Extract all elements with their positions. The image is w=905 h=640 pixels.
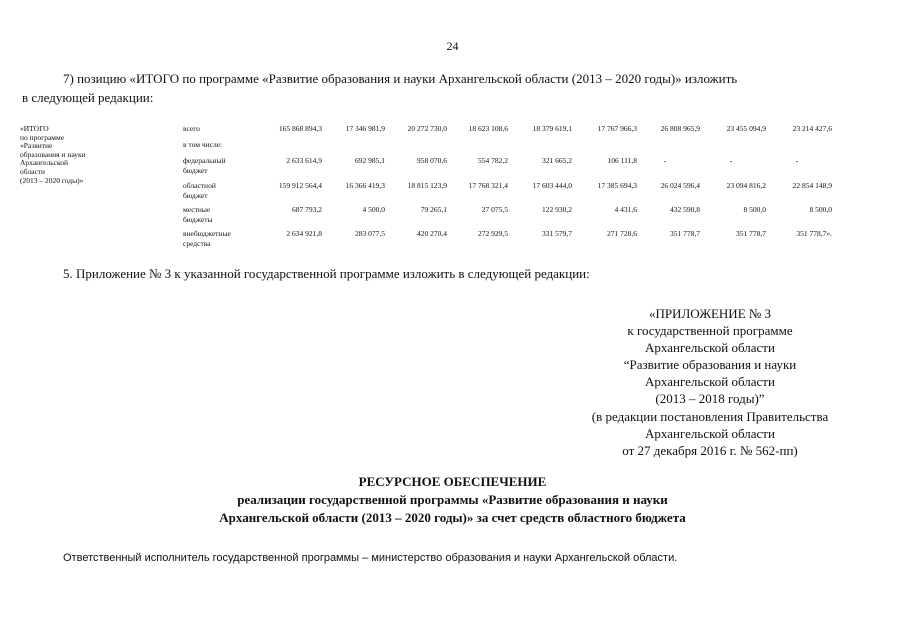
table-cell-value: 2 633 614,9 [286,156,322,165]
table-program-label-line: области [20,167,46,176]
table-cell-value: 283 077,5 [355,229,385,238]
appendix-line: к государственной программе [627,323,793,339]
section-title-line-2: реализации государственной программы «Развитие образования и науки [237,492,668,507]
table-cell-value: 16 366 419,3 [345,181,385,190]
table-cell-value: 420 270,4 [417,229,447,238]
table-row-label: местные [183,205,211,214]
table-cell-value: 159 912 564,4 [278,181,322,190]
table-cell-value: 26 024 596,4 [660,181,700,190]
table-cell-value: 351 778,7». [796,229,832,238]
table-cell-value: 432 590,8 [670,205,700,214]
table-cell-value: 17 603 444,0 [532,181,572,190]
table-cell-value: 79 265,1 [420,205,447,214]
table-program-label-line: образования и науки [20,149,86,159]
table-cell-value: 18 623 108,6 [468,124,508,133]
appendix-line: «ПРИЛОЖЕНИЕ № 3 [648,306,772,321]
table-cell-value: 20 272 730,0 [407,124,447,133]
table-cell-value: 692 985,1 [355,156,385,165]
table-cell-value: 26 808 965,9 [660,124,700,133]
appendix-line: (2013 – 2018 годы)” [655,391,765,407]
table-cell-value: 554 782,2 [478,156,508,165]
table-cell-value: 321 665,2 [542,156,572,165]
item-7-line-2: в следующей редакции: [22,90,154,105]
table-cell-value: 18 815 123,9 [407,181,447,190]
table-row-label: бюджет [183,165,208,175]
table-cell-value: 687 793,2 [292,205,322,214]
table-cell-value: - [663,156,667,165]
table-program-label-line: «Развитие [20,141,53,151]
table-cell-value: 122 930,2 [542,205,572,214]
appendix-line: от 27 декабря 2016 г. № 562-пп) [622,442,798,458]
item-7-paragraph [22,69,867,107]
table-row-label: всего [183,124,200,133]
table-cell-value: 17 767 966,3 [597,124,637,133]
table-row-label: бюджеты [183,214,213,224]
table-cell-value: - [729,156,733,165]
appendix-line: “Развитие образования и науки [623,357,797,373]
appendix-line: Архангельской области [645,425,775,441]
table-cell-value: 17 768 321,4 [468,181,508,190]
table-cell-value: 27 075,5 [481,205,508,214]
table-cell-value: 351 778,7 [736,229,766,238]
table-row-label: в том числе: [183,140,223,149]
table-cell-value: 106 111,8 [607,156,637,165]
table-cell-value: 18 379 619,1 [532,124,572,133]
table-row-label: областной [183,181,216,190]
appendix-line: (в редакции постановления Правительства [591,408,829,424]
table-cell-value: - [795,156,799,165]
table-program-label-line: «ИТОГО [20,124,49,133]
table-cell-value: 17 346 981,9 [345,124,385,133]
table-cell-value: 272 929,5 [478,229,508,238]
table-row-label: бюджет [183,190,208,200]
table-cell-value: 23 094 816,2 [726,181,766,190]
table-cell-value: 23 214 427,6 [792,124,832,133]
table-row-label: внебюджетные [183,229,231,238]
table-cell-value: 4 500,0 [362,205,385,214]
table-program-label-line: по программе [20,132,65,142]
table-cell-value: 271 728,6 [607,229,637,238]
table-cell-value: 23 455 094,9 [726,124,766,133]
table-program-label-line: (2013 – 2020 годы)» [20,175,84,185]
section-title [0,473,905,527]
section-title-line-1: РЕСУРСНОЕ ОБЕСПЕЧЕНИЕ [358,474,547,489]
table-cell-value: 165 868 894,3 [278,124,322,133]
table-cell-value: 958 070,6 [417,156,447,165]
table-cell-value: 8 500,0 [809,205,832,214]
table-cell-value: 8 500,0 [743,205,766,214]
table-cell-value: 331 579,7 [542,229,572,238]
table-row-label: федеральный [183,156,226,165]
appendix-header [560,305,860,459]
appendix-line: Архангельской области [645,374,775,390]
table-cell-value: 4 431,6 [614,205,637,214]
responsible-executor-text: Ответственный исполнитель государственной программы – министерство образования и науки Архангельской области. [63,552,678,564]
table-cell-value: 2 634 921,8 [286,229,322,238]
item-5-paragraph: 5. Приложение № 3 к указанной государственной программе изложить в следующей редакции: [63,266,590,281]
section-title-line-3: Архангельской области (2013 – 2020 годы)» за счет средств областного бюджета [219,510,686,525]
table-row-label: средства [183,238,211,248]
item-7-line-1: 7) позицию «ИТОГО по программе «Развитие образования и науки Архангельской области (2013 – 2020 годы)» изложить [63,71,738,86]
page-number: 24 [446,39,459,53]
table-cell-value: 22 854 148,9 [792,181,832,190]
table-cell-value: 17 385 694,3 [597,181,637,190]
table-program-label-line: Архангельской [20,158,68,168]
appendix-line: Архангельской области [645,340,775,356]
table-cell-value: 351 778,7 [670,229,700,238]
